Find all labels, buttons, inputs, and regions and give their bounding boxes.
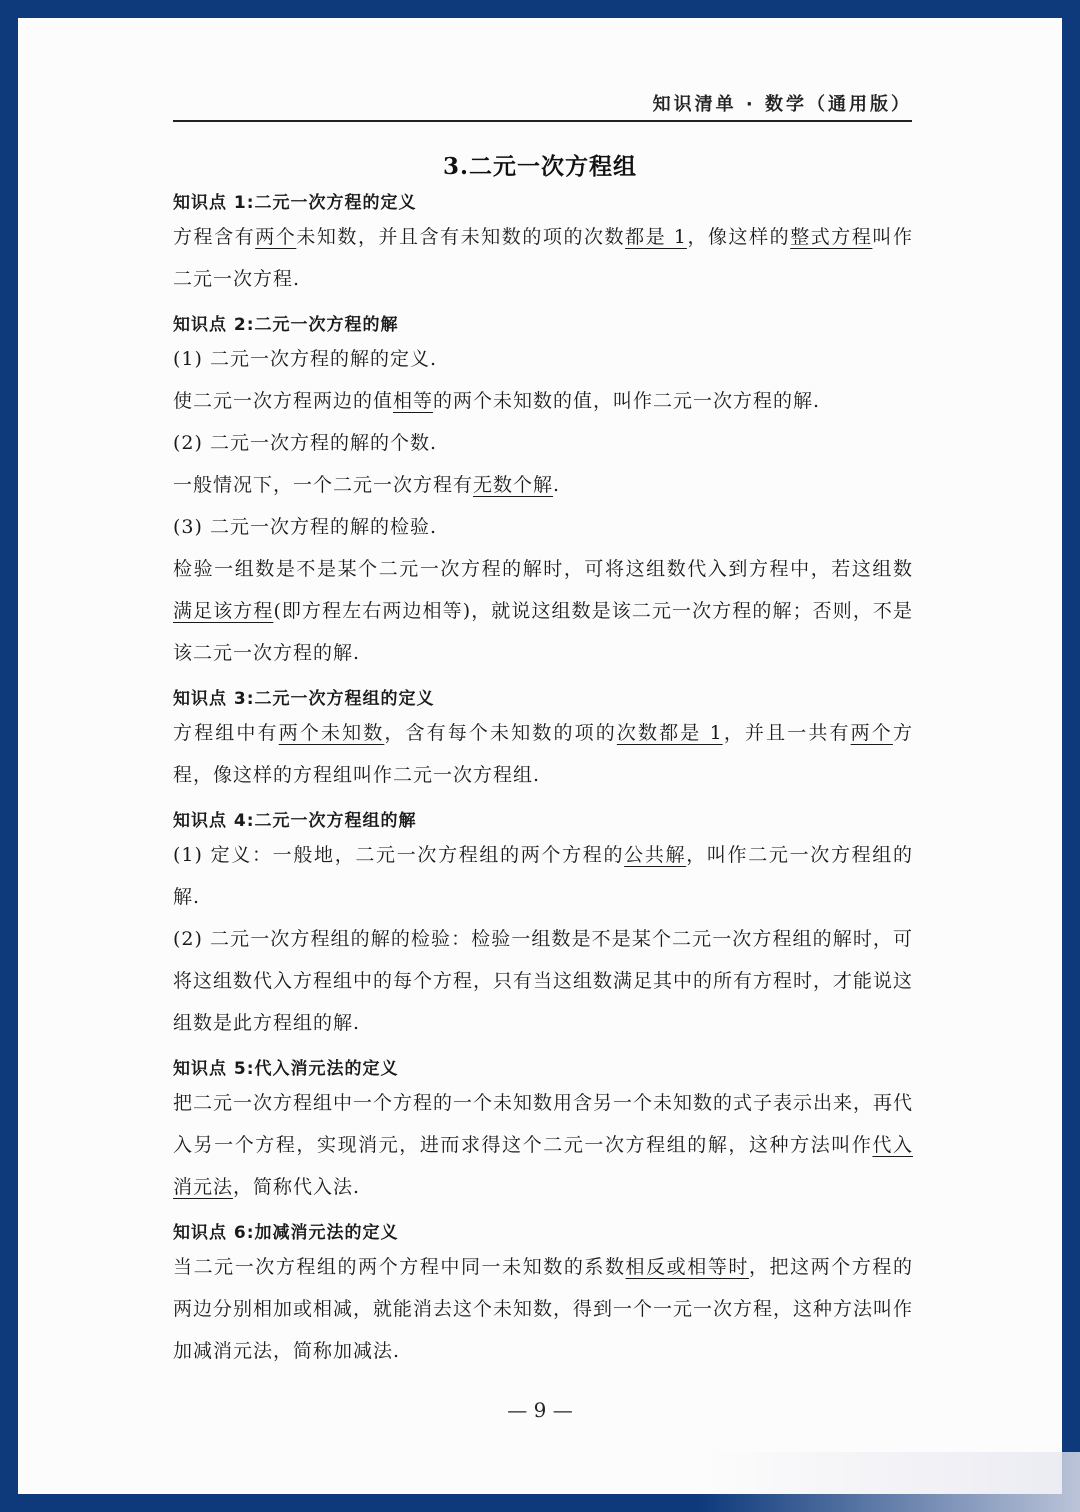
text-run: 方程，像这样的方程组叫作二元一次方程组. xyxy=(173,722,913,786)
text-run: . xyxy=(553,474,561,496)
page-number: — 9 — xyxy=(507,1398,573,1422)
underlined-answer: 两个 xyxy=(850,722,893,744)
text-run: (2) 二元一次方程组的解的检验：检验一组数是不是某个二元一次方程组的解时，可将这组数代入方程组中的每个方程，只有当这组数满足其中的所有方程时，才能说这组数是此方程组的解. xyxy=(173,928,914,1034)
underlined-answer: 两个 xyxy=(255,226,297,248)
text-run: 未知数，并且含有未知数的项的次数 xyxy=(296,226,626,248)
main-content xyxy=(173,178,913,1372)
watermark xyxy=(700,1452,1080,1512)
text-run: 方程组中有 xyxy=(173,722,279,744)
header-title: 知识清单 · 数学（通用版） xyxy=(652,94,912,115)
text-run: (3) 二元一次方程的解的检验. xyxy=(173,516,437,538)
section-heading: 知识点 2:二元一次方程的解 xyxy=(173,315,399,335)
document-page xyxy=(18,18,1062,1494)
underlined-answer: 代入消元法 xyxy=(173,1134,913,1198)
text-run: (1) 定义：一般地，二元一次方程组的两个方程的 xyxy=(173,844,625,866)
paragraph xyxy=(173,1082,913,1208)
text-run: ，含有每个未知数的项的 xyxy=(384,722,617,744)
text-run: (即方程左右两边相等)，就说这组数是该二元一次方程的解；否则，不是该二元一次方程的解. xyxy=(173,600,913,664)
page-title: 3.二元一次方程组 xyxy=(442,153,637,180)
paragraph xyxy=(173,338,913,380)
text-run: (1) 二元一次方程的解的定义. xyxy=(173,348,437,370)
underlined-answer: 相等 xyxy=(393,390,434,412)
paragraph xyxy=(173,918,913,1044)
text-run: ，简称代入法. xyxy=(233,1176,361,1198)
paragraph xyxy=(173,1246,913,1372)
paragraph xyxy=(173,506,913,548)
paragraph xyxy=(173,548,913,674)
paragraph xyxy=(173,422,913,464)
text-run: ，叫作二元一次方程组的解. xyxy=(173,844,913,908)
text-run: (2) 二元一次方程的解的个数. xyxy=(173,432,437,454)
paragraph xyxy=(173,464,913,506)
text-run: ，像这样的 xyxy=(686,226,791,248)
section-heading: 知识点 5:代入消元法的定义 xyxy=(173,1059,399,1079)
text-run: ，并且一共有 xyxy=(722,722,851,744)
paragraph xyxy=(173,216,913,300)
text-run: 方程含有 xyxy=(173,226,256,248)
underlined-answer: 都是 1 xyxy=(625,226,687,248)
paragraph xyxy=(173,380,913,422)
page-header xyxy=(173,90,912,122)
underlined-answer: 相反或相等时 xyxy=(625,1256,749,1278)
underlined-answer: 无数个解 xyxy=(473,474,554,496)
underlined-answer: 整式方程 xyxy=(790,226,873,248)
paragraph xyxy=(173,834,913,918)
underlined-answer: 次数都是 1 xyxy=(616,722,723,744)
section-heading: 知识点 1:二元一次方程的定义 xyxy=(173,193,417,213)
text-run: 叫作二元一次方程. xyxy=(173,226,913,290)
text-run: ，把这两个方程的两边分别相加或相减，就能消去这个未知数，得到一个一元一次方程，这种方法叫作加减消元法，简称加减法. xyxy=(173,1256,914,1362)
text-run: 使二元一次方程两边的值 xyxy=(173,390,394,412)
text-run: 的两个未知数的值，叫作二元一次方程的解. xyxy=(433,390,821,412)
text-run: 一般情况下，一个二元一次方程有 xyxy=(173,474,474,496)
text-run: 把二元一次方程组中一个方程的一个未知数用含另一个未知数的式子表示出来，再代入另一个方程，实现消元，进而求得这个二元一次方程组的解，这种方法叫作 xyxy=(173,1092,914,1156)
underlined-answer: 满足该方程 xyxy=(173,600,274,622)
text-run: 当二元一次方程组的两个方程中同一未知数的系数 xyxy=(173,1256,626,1278)
paragraph xyxy=(173,712,913,796)
text-run: 检验一组数是不是某个二元一次方程的解时，可将这组数代入到方程中，若这组数 xyxy=(173,558,913,580)
section-heading: 知识点 3:二元一次方程组的定义 xyxy=(173,689,435,709)
underlined-answer: 公共解 xyxy=(624,844,687,866)
section-heading: 知识点 4:二元一次方程组的解 xyxy=(173,811,417,831)
underlined-answer: 两个未知数 xyxy=(278,722,385,744)
section-heading: 知识点 6:加减消元法的定义 xyxy=(173,1223,399,1243)
